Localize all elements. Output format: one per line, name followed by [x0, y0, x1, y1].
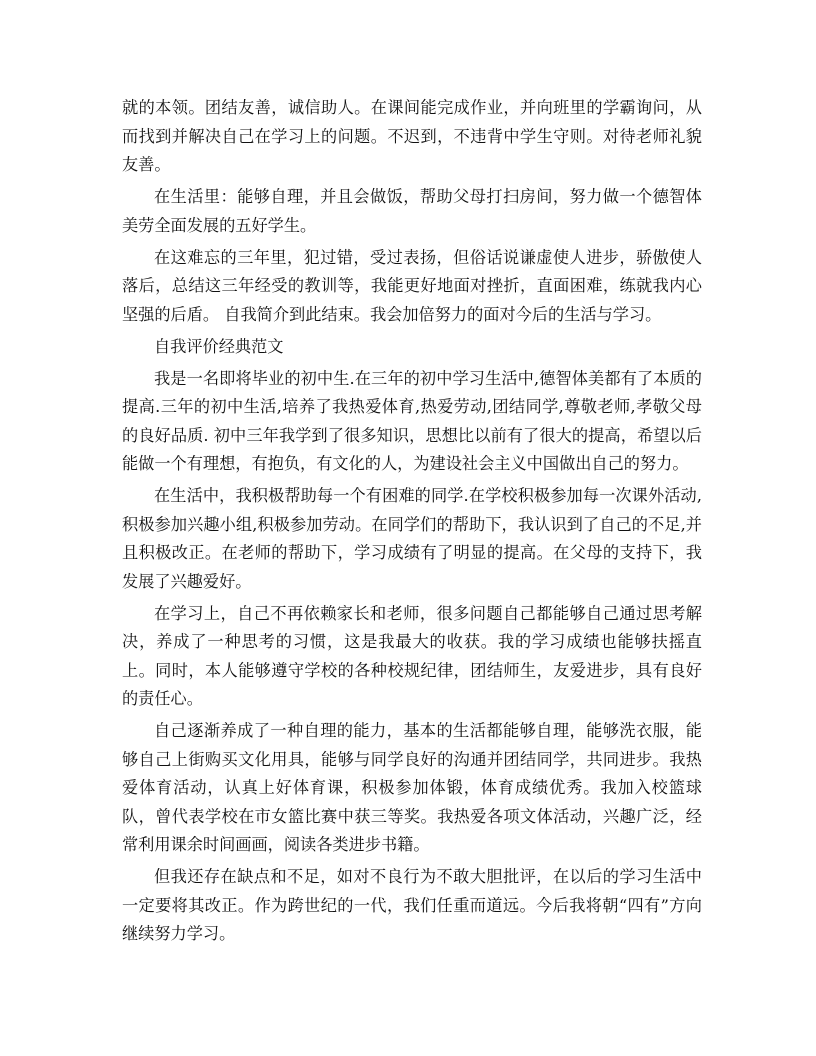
section-heading: 自我评价经典范文	[154, 336, 284, 356]
paragraph-helping: 在生活中，我积极帮助每一个有困难的同学.在学校积极参加每一次课外活动,积极参加兴趣小组,积极参加劳动。在同学们的帮助下，我认识到了自己的不足,并且积极改正。在老师的帮助下，学习成绩有了明显的提高。在父母的支持下，我发展了兴趣爱好。	[122, 486, 702, 591]
paragraph-self-care: 自己逐渐养成了一种自理的能力，基本的生活都能够自理，能够洗衣服，能够自己上街购买文化用具，能够与同学良好的沟通并团结同学，共同进步。我热爱体育活动，认真上好体育课，积极参加体锻，体育成绩优秀。我加入校篮球队，曾代表学校在市女篮比赛中获三等奖。我热爱各项文体活动，兴趣广泛，经常利用课余时间画画，阅读各类进步书籍。	[122, 721, 702, 854]
paragraph-intro: 我是一名即将毕业的初中生.在三年的初中学习生活中,德智体美都有了本质的提高.三年的初中生活,培养了我热爱体育,热爱劳动,团结同学,尊敬老师,孝敬父母的良好品质. 初中三年我学到了很多知识，思想比以前有了很大的提高，希望以后能做一个有理想，有抱负，有文化的人，为建设社会主义中国做出自己的努力。	[122, 368, 702, 473]
paragraph-shortcomings: 但我还存在缺点和不足，如对不良行为不敢大胆批评，在以后的学习生活中一定要将其改正。作为跨世纪的一代，我们任重而道远。今后我将朝“四有”方向继续努力学习。	[122, 867, 702, 943]
paragraph-life: 在生活里：能够自理，并且会做饭，帮助父母打扫房间，努力做一个德智体美劳全面发展的五好学生。	[122, 187, 702, 235]
paragraph-continuation: 就的本领。团结友善，诚信助人。在课间能完成作业，并向班里的学霸询问，从而找到并解决自己在学习上的问题。不迟到，不违背中学生守则。对待老师礼貌友善。	[122, 98, 702, 174]
paragraph-three-years: 在这难忘的三年里，犯过错，受过表扬，但俗话说谦虚使人进步，骄傲使人落后，总结这三年经受的教训等，我能更好地面对挫折，直面困难，练就我内心坚强的后盾。 自我简介到此结束。我会加倍努力的面对今后的生活与学习。	[122, 247, 702, 324]
document-body	[122, 94, 702, 952]
paragraph-study: 在学习上，自己不再依赖家长和老师，很多问题自己都能够自己通过思考解决，养成了一种思考的习惯，这是我最大的收获。我的学习成绩也能够扶摇直上。同时，本人能够遵守学校的各种校规纪律，团结师生，友爱进步，具有良好的责任心。	[122, 603, 702, 708]
